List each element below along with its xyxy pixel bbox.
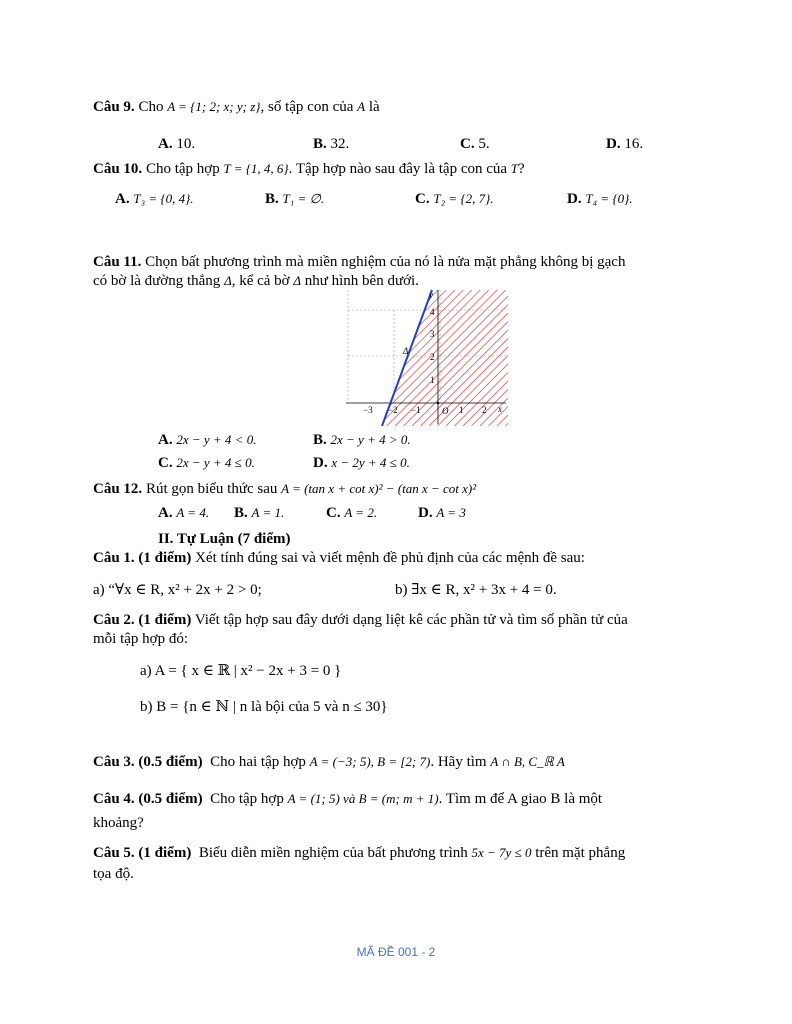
e1-part-a: a) “∀x ∈ R, x² + 2x + 2 > 0;	[93, 582, 262, 598]
origin-point	[437, 402, 440, 405]
delta-label: Δ	[403, 346, 409, 356]
q9-option-a: A. 10.	[158, 136, 196, 152]
e1-part-b: b) ∃x ∈ R, x² + 3x + 4 = 0.	[395, 582, 557, 598]
q9-stem-post: , số tập con của	[260, 99, 354, 115]
x-tick-label: −1	[411, 405, 421, 415]
q12-option-a: A. A = 4.	[158, 505, 210, 521]
q9-option-d: D. 16.	[606, 136, 644, 152]
q11-stem-line2: có bờ là đường thẳng Δ, kể cả bờ Δ như hình bên dưới.	[93, 273, 419, 289]
q11-label: Câu 11.	[93, 254, 142, 270]
q12-label: Câu 12.	[93, 481, 143, 497]
e1-label: Câu 1. (1 điểm)	[93, 550, 192, 566]
q10-stem-end: ?	[518, 161, 525, 177]
e5-stem-line2: tọa độ.	[93, 866, 134, 882]
y-tick-label: 3	[430, 329, 435, 339]
q12-option-c: C. A = 2.	[326, 505, 378, 521]
q11-option-d: D. x − 2y + 4 ≤ 0.	[313, 455, 410, 471]
e5-stem-line1: Câu 5. (1 điểm) Biểu diễn miền nghiệm của bất phương trình 5x − 7y ≤ 0 trên mặt phẳng	[93, 845, 626, 861]
y-tick-label: 4	[430, 307, 435, 317]
e2-part-a: a) A = { x ∈ ℝ | x² − 2x + 3 = 0 }	[140, 663, 342, 679]
q12-stem	[93, 480, 476, 498]
section-title: II. Tự Luận (7 điểm)	[158, 531, 291, 547]
e5-label: Câu 5. (1 điểm)	[93, 845, 192, 861]
q11-option-b: B. 2x − y + 4 > 0.	[313, 432, 411, 448]
e5-expr: 5x − 7y ≤ 0	[471, 845, 532, 860]
q12-option-d: D. A = 3	[418, 505, 466, 521]
e1-stem	[93, 549, 585, 567]
e2-stem-line1	[93, 611, 628, 629]
x-tick-label: 1	[459, 405, 464, 415]
q9-label: Câu 9.	[93, 99, 135, 115]
q10-label: Câu 10.	[93, 161, 143, 177]
q10-var: T	[510, 161, 519, 176]
q10-stem-pre: Cho tập hợp	[145, 161, 220, 177]
e2-stem-line2: mỗi tập hợp đó:	[93, 631, 189, 647]
q10-option-d: D. T₄ = {0}.	[567, 191, 633, 207]
q10-stem	[93, 160, 525, 178]
e4-label: Câu 4. (0.5 điểm)	[93, 791, 203, 807]
y-tick-label: 1	[430, 375, 435, 385]
q12-stem-text: Rút gọn biểu thức sau	[145, 481, 278, 497]
e4-stem-line1: Câu 4. (0.5 điểm) Cho tập hợp A = (1; 5) và B = (m; m + 1). Tìm m để A giao B là một	[93, 791, 603, 807]
e3-stem: Câu 3. (0.5 điểm) Cho hai tập hợp A = (−3; 5), B = [2; 7). Hãy tìm A ∩ B, C_ℝ A	[93, 754, 565, 770]
q9-stem-end: là	[368, 99, 380, 115]
e4-expr: A = (1; 5) và B = (m; m + 1)	[287, 791, 439, 806]
e4-stem-line2: khoảng?	[93, 815, 144, 831]
x-tick-label: −3	[363, 405, 373, 415]
e3-label: Câu 3. (0.5 điểm)	[93, 754, 203, 770]
q11-option-a: A. 2x − y + 4 < 0.	[158, 432, 257, 448]
q9-option-b: B. 32.	[313, 136, 350, 152]
q10-stem-post: . Tập hợp nào sau đây là tập con của	[288, 161, 508, 177]
e2-label: Câu 2. (1 điểm)	[93, 612, 192, 628]
q11-line1-text: Chọn bất phương trình mà miền nghiệm của nó là nửa mặt phẳng không bị gạch	[145, 254, 626, 270]
page-footer: MÃ ĐỀ 001 - 2	[356, 945, 436, 959]
e3-expr2: A ∩ B, C_ℝ A	[490, 754, 565, 769]
q11-stem-line1	[93, 253, 625, 271]
q9-stem	[93, 98, 380, 116]
q10-option-b: B. T₁ = ∅.	[265, 191, 325, 207]
x-tick-label: 2	[482, 405, 487, 415]
e3-expr: A = (−3; 5), B = [2; 7)	[309, 754, 431, 769]
q12-option-b: B. A = 1.	[234, 505, 285, 521]
q9-stem-pre: Cho	[138, 99, 164, 115]
q9-set-expr: A = {1; 2; x; y; z}	[167, 99, 261, 114]
origin-label: O	[442, 406, 449, 416]
q10-option-c: C. T₂ = {2, 7}.	[415, 191, 494, 207]
q9-var: A	[357, 99, 366, 114]
x-axis-label: x	[498, 404, 502, 414]
y-axis-label: y	[429, 290, 433, 300]
q9-option-c: C. 5.	[460, 136, 490, 152]
e2-part-b: b) B = {n ∈ ℕ | n là bội của 5 và n ≤ 30}	[140, 699, 388, 715]
y-tick-label: 2	[430, 352, 435, 362]
q10-set-expr: T = {1, 4, 6}	[223, 161, 289, 176]
q12-expr: A = (tan x + cot x)² − (tan x − cot x)²	[281, 481, 477, 496]
e2-line1-text: Viết tập hợp sau đây dưới dạng liệt kê các phần tử và tìm số phần tử của	[194, 612, 628, 628]
half-plane-graph	[346, 288, 508, 426]
e1-text: Xét tính đúng sai và viết mệnh đề phủ định của các mệnh đề sau:	[195, 550, 585, 566]
x-tick-label: −2	[388, 405, 398, 415]
q11-option-c: C. 2x − y + 4 ≤ 0.	[158, 455, 255, 471]
q10-option-a: A. T₃ = {0, 4}.	[115, 191, 194, 207]
